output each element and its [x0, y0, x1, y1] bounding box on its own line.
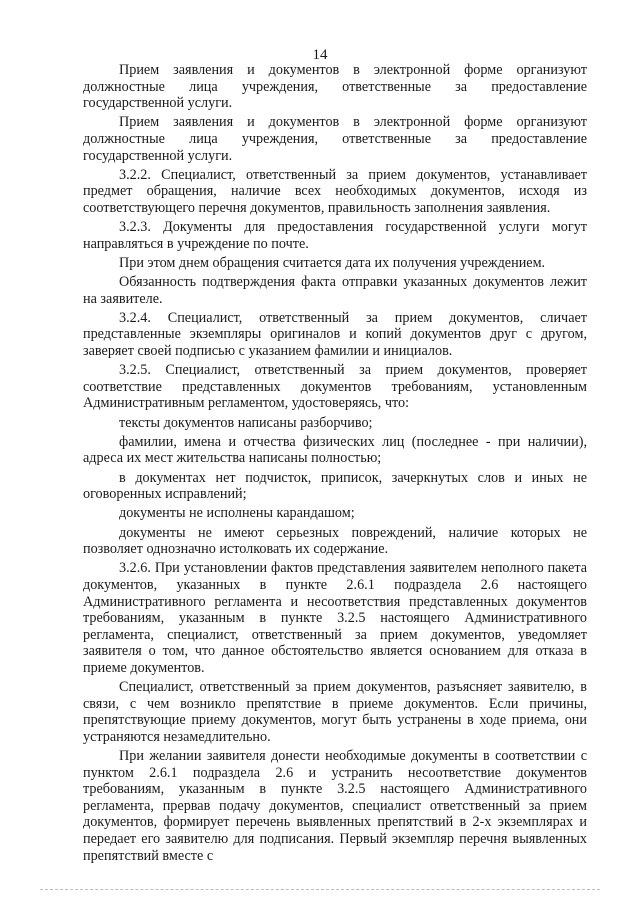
paragraph-date-of-request: При этом днем обращения считается дата их получения учреждением.: [119, 254, 546, 271]
paragraph-explanation: Специалист, ответственный за прием документов, разъясняет заявителю, в связи, с чем возникло препятствие в приеме документов. Если причины, препятствующие приему документов, могут быть устранены в ходе приема, они устраняются незамедлительно.: [83, 679, 587, 745]
paragraph-electronic-intake-1: Прием заявления и документов в электронной форме организуют должностные лица учреждения, ответственные за предоставление государственной услуги.: [83, 62, 587, 112]
paragraph-3-2-2: 3.2.2. Специалист, ответственный за прием документов, устанавливает предмет обращения, наличие всех необходимых документов, исходя из соответствующего перечня документов, правильность заполнения заявления.: [83, 166, 587, 216]
paragraph-3-2-3: 3.2.3. Документы для предоставления государственной услуги могут направляться в учреждение по почте.: [83, 219, 587, 252]
paragraph-3-2-6: 3.2.6. При установлении фактов представления заявителем неполного пакета документов, указанных в пункте 2.6.1 подраздела 2.6 настоящего Административного регламента и несоответствия представленных документов требованиям, указанным в пункте 3.2.5 настоящего Административного регламента, специалист, ответственный за прием документов, уведомляет заявителя о том, что данное обстоятельство является основанием для отказа в приеме документов.: [83, 560, 587, 676]
paragraph-electronic-intake-2: Прием заявления и документов в электронной форме организуют должностные лица учреждения, ответственные за предоставление государственной услуги.: [83, 114, 587, 164]
paragraph-3-2-5: 3.2.5. Специалист, ответственный за прием документов, проверяет соответствие представленных документов требованиям, установленным Административным регламентом, удостоверяясь, что:: [83, 362, 587, 412]
paragraph-3-2-4: 3.2.4. Специалист, ответственный за прием документов, сличает представленные экземпляры оригиналов и копий документов друг с другом, заверяет своей подписью с указанием фамилии и инициалов.: [83, 309, 587, 360]
paragraph-proof-of-sending: Обязанность подтверждения факта отправки указанных документов лежит на заявителе.: [83, 274, 587, 307]
list-item-no-damage: документы не имеют серьезных повреждений, наличие которых не позволяет однозначно истолковать их содержание.: [83, 524, 587, 558]
document-body: [83, 62, 587, 867]
list-item-no-erasures: в документах нет подчисток, приписок, зачеркнутых слов и иных не оговоренных исправлений;: [83, 469, 587, 503]
page-number: 14: [312, 47, 328, 63]
list-item-no-pencil: документы не исполнены карандашом;: [119, 505, 355, 522]
list-item-full-names: фамилии, имена и отчества физических лиц (последнее - при наличии), адреса их мест жительства написаны полностью;: [83, 433, 587, 467]
list-item-legible-texts: тексты документов написаны разборчиво;: [119, 414, 373, 431]
scan-bottom-edge: [40, 889, 600, 891]
paragraph-resubmission: При желании заявителя донести необходимые документы в соответствии с пунктом 2.6.1 подраздела 2.6 и устранить несоответствие документов требованиям, указанным в пункте 3.2.5 настоящего Административного регламента, прервав подачу документов, специалист ответственный за прием документов, формирует перечень выявленных препятствий в 2-х экземплярах и передает его заявителю для подписания. Первый экземпляр перечня выявленных препятствий вместе с: [83, 748, 587, 864]
